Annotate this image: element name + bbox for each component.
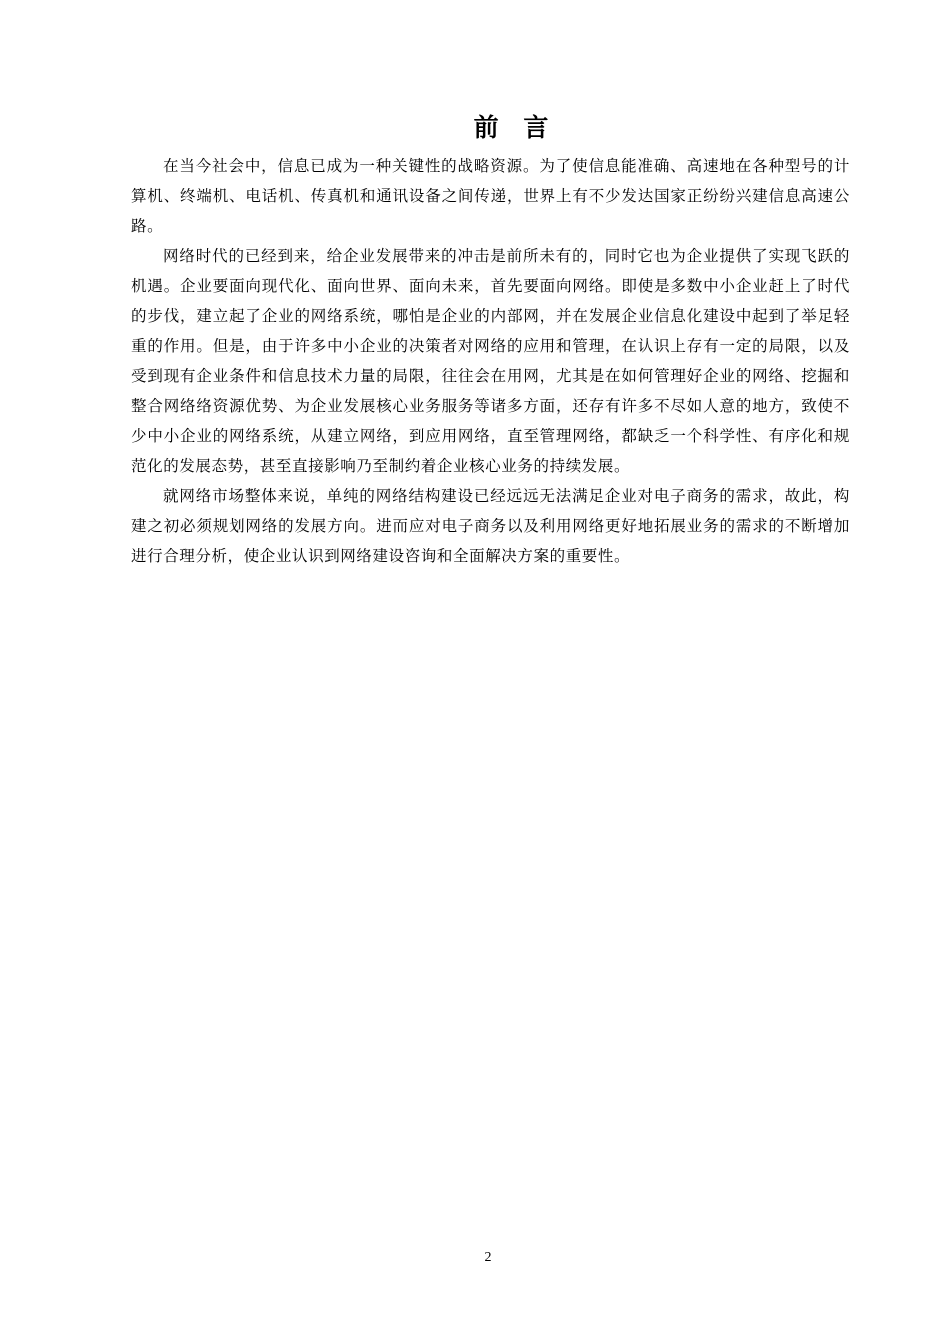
page-number: 2 [484, 1250, 492, 1265]
paragraph-2: 网络时代的已经到来，给企业发展带来的冲击是前所未有的，同时它也为企业提供了实现飞跃的机遇。企业要面向现代化、面向世界、面向未来，首先要面向网络。即使是多数中小企业赶上了时代的步伐，建立起了企业的网络系统，哪怕是企业的内部网，并在发展企业信息化建设中起到了举足轻重的作用。但是，由于许多中小企业的决策者对网络的应用和管理，在认识上存有一定的局限，以及受到现有企业条件和信息技术力量的局限，往往会在用网，尤其是在如何管理好企业的网络、挖掘和整合网络络资源优势、为企业发展核心业务服务等诸多方面，还存有许多不尽如人意的地方，致使不少中小企业的网络系统，从建立网络，到应用网络，直至管理网络，都缺乏一个科学性、有序化和规范化的发展态势，甚至直接影响乃至制约着企业核心业务的持续发展。 [131, 247, 850, 475]
paragraph-1: 在当今社会中，信息已成为一种关键性的战略资源。为了使信息能准确、高速地在各种型号的计算机、终端机、电话机、传真机和通讯设备之间传递，世界上有不少发达国家正纷纷兴建信息高速公路。 [131, 157, 850, 235]
document-body [131, 151, 850, 571]
paragraph-3: 就网络市场整体来说，单纯的网络结构建设已经远远无法满足企业对电子商务的需求，故此，构建之初必须规划网络的发展方向。进而应对电子商务以及利用网络更好地拓展业务的需求的不断增加进行合理分析，使企业认识到网络建设咨询和全面解决方案的重要性。 [131, 487, 850, 565]
page-title: 前 言 [473, 113, 557, 142]
